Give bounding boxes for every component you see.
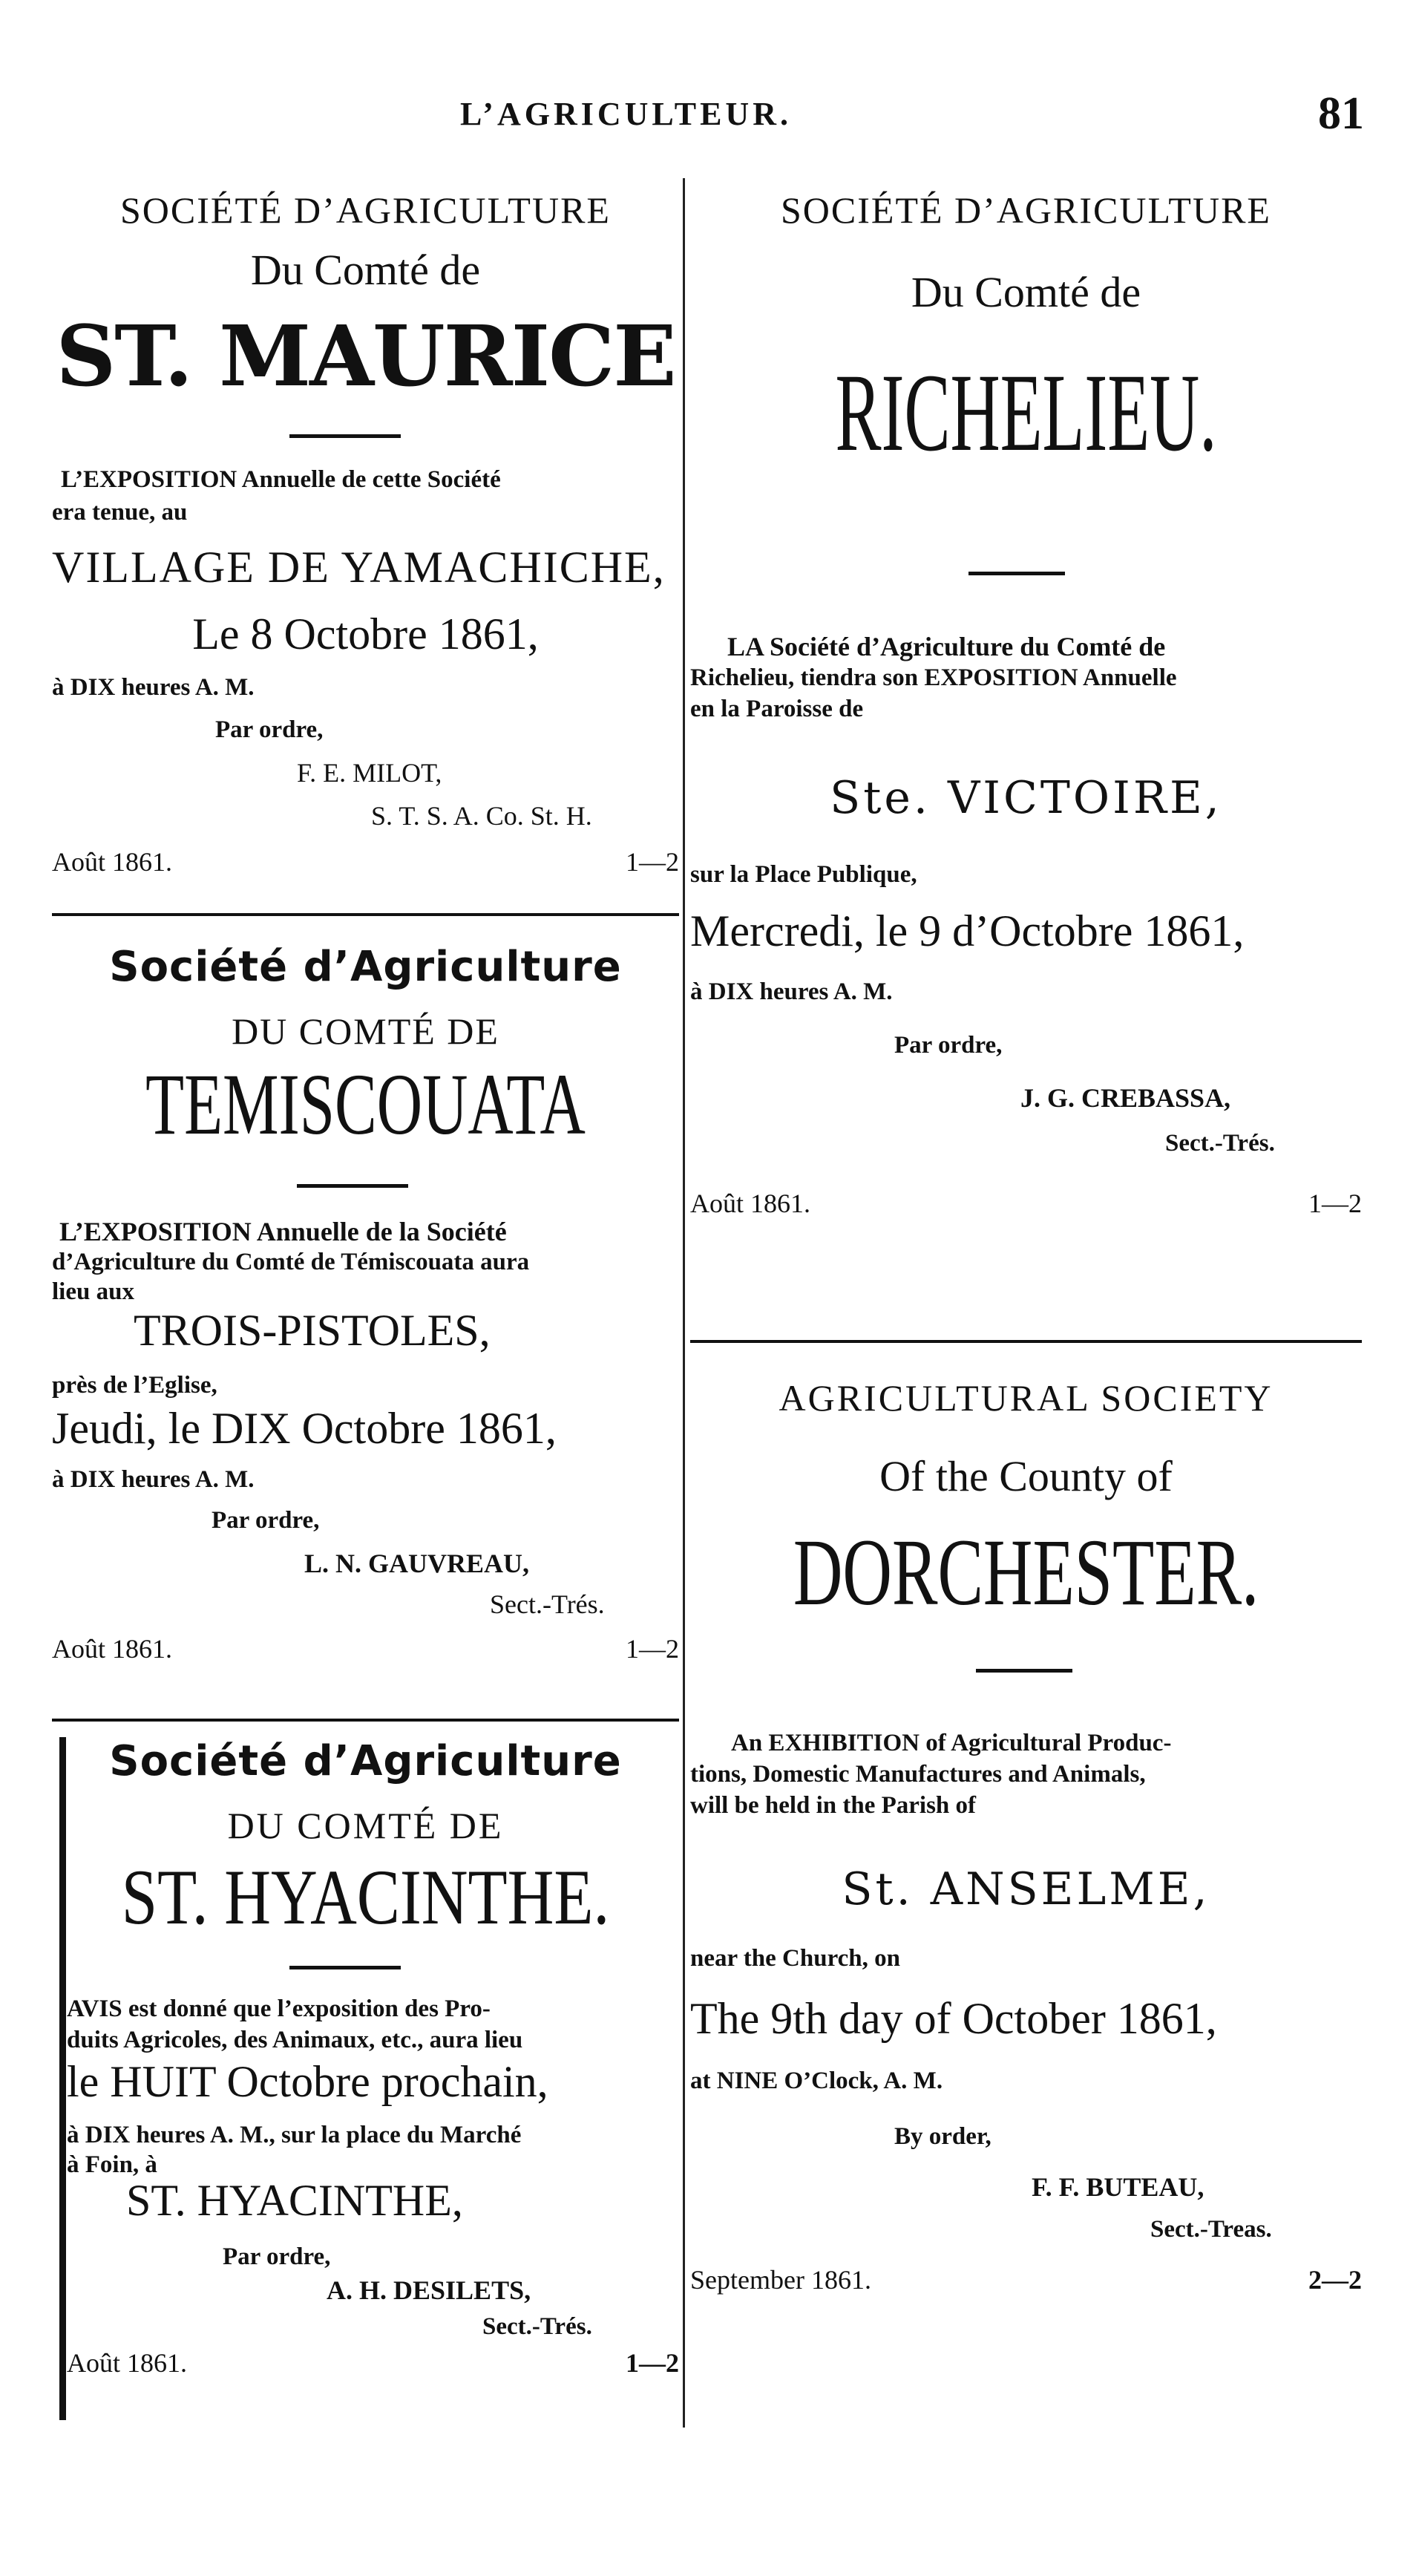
- running-title: L’AGRICULTEUR.: [460, 96, 792, 132]
- ad-subheading: DU COMTÉ DE: [227, 1805, 504, 1846]
- notice-text: L’EXPOSITION Annuelle de la Société: [59, 1217, 507, 1246]
- by-order: Par ordre,: [223, 2243, 331, 2270]
- advertisement-dorchester: [690, 1359, 1362, 2428]
- by-order: Par ordre,: [212, 1507, 320, 1534]
- exhibition-date: Mercredi, le 9 d’Octobre 1861,: [690, 906, 1245, 955]
- notice-text: AVIS est donné que l’exposition des Pro-: [67, 1995, 491, 2022]
- issue-date: Août 1861.: [67, 2348, 187, 2378]
- exhibition-time: à Foin, à: [67, 2151, 157, 2178]
- ad-subheading: DU COMTÉ DE: [232, 1010, 499, 1052]
- signatory-title: Sect.-Trés.: [482, 2313, 592, 2340]
- ad-subheading: Of the County of: [879, 1452, 1173, 1500]
- place-detail: sur la Place Publique,: [690, 861, 917, 888]
- advertisement-st-maurice: [52, 178, 679, 906]
- county-name-wrapper: [52, 1054, 679, 1155]
- signatory: F. F. BUTEAU,: [1032, 2172, 1204, 2202]
- county-name-wrapper: [690, 1518, 1362, 1627]
- signatory: L. N. GAUVREAU,: [304, 1549, 530, 1578]
- section-rule: [52, 913, 679, 916]
- exhibition-date: Le 8 Octobre 1861,: [192, 609, 539, 658]
- exhibition-place: TROIS-PISTOLES,: [134, 1306, 491, 1355]
- advertisement-st-hyacinthe: [52, 1730, 679, 2576]
- ornamental-rule: [968, 572, 1065, 575]
- advertisement-temiscouata: [52, 928, 679, 1715]
- ornamental-rule: [976, 1669, 1072, 1673]
- notice-text: d’Agriculture du Comté de Témiscouata aura: [52, 1249, 530, 1275]
- advertisement-richelieu: [690, 178, 1362, 1321]
- ad-heading: SOCIÉTÉ D’AGRICULTURE: [120, 189, 611, 231]
- signatory-title: Sect.-Trés.: [1165, 1130, 1275, 1157]
- insertion-number: 1—2: [626, 847, 679, 877]
- notice-text: tions, Domestic Manufactures and Animals,: [690, 1761, 1146, 1788]
- ad-subheading: Du Comté de: [911, 268, 1141, 316]
- exhibition-time: à DIX heures A. M.: [52, 1466, 255, 1493]
- notice-text: duits Agricoles, des Animaux, etc., aura lieu: [67, 2027, 523, 2053]
- signatory-title: Sect.-Treas.: [1150, 2216, 1272, 2243]
- by-order: Par ordre,: [215, 716, 324, 743]
- ad-heading: Société d’Agriculture: [109, 1737, 622, 1785]
- exhibition-time: à DIX heures A. M.: [52, 674, 255, 701]
- notice-text: LA Société d’Agriculture du Comté de: [727, 632, 1166, 661]
- notice-text: Richelieu, tiendra son EXPOSITION Annuelle: [690, 664, 1177, 691]
- county-name: TEMISCOUATA: [145, 1056, 586, 1153]
- notice-text: era tenue, au: [52, 499, 188, 526]
- ad-heading: AGRICULTURAL SOCIETY: [779, 1377, 1274, 1419]
- exhibition-place: Ste. VICTOIRE,: [830, 772, 1222, 824]
- issue-date: Août 1861.: [52, 847, 172, 877]
- exhibition-date: Jeudi, le DIX Octobre 1861,: [52, 1404, 557, 1453]
- notice-text: lieu aux: [52, 1278, 134, 1305]
- notice-text: L’EXPOSITION Annuelle de cette Société: [61, 466, 501, 493]
- signatory: F. E. MILOT,: [297, 758, 442, 788]
- county-name: ST. HYACINTHE.: [121, 1854, 610, 1941]
- exhibition-time: à DIX heures A. M.: [690, 978, 893, 1005]
- insertion-number: 1—2: [1308, 1189, 1362, 1218]
- insertion-number: 1—2: [626, 1634, 679, 1664]
- notice-text: en la Paroisse de: [690, 696, 864, 722]
- exhibition-time: à DIX heures A. M., sur la place du Marché: [67, 2122, 522, 2148]
- by-order: Par ordre,: [894, 1032, 1003, 1059]
- exhibition-place: ST. HYACINTHE,: [126, 2176, 463, 2225]
- ornamental-rule: [289, 1966, 401, 1969]
- ad-heading: Société d’Agriculture: [109, 943, 622, 991]
- section-rule: [52, 1719, 679, 1722]
- by-order: By order,: [894, 2123, 991, 2150]
- place-detail: near the Church, on: [690, 1945, 900, 1972]
- exhibition-date: The 9th day of October 1861,: [690, 1994, 1217, 2043]
- ornamental-rule: [289, 434, 401, 438]
- county-name: RICHELIEU.: [835, 351, 1217, 474]
- county-name-wrapper: [52, 1852, 679, 1943]
- ad-subheading: Du Comté de: [250, 246, 481, 294]
- signatory: J. G. CREBASSA,: [1020, 1083, 1231, 1113]
- issue-date: Août 1861.: [690, 1189, 810, 1218]
- exhibition-place: St. ANSELME,: [842, 1863, 1210, 1915]
- place-detail: près de l’Eglise,: [52, 1372, 217, 1399]
- column-divider: [683, 178, 685, 2428]
- signatory: A. H. DESILETS,: [327, 2275, 531, 2305]
- ornamental-rule: [297, 1184, 408, 1188]
- insertion-number: 1—2: [626, 2348, 679, 2378]
- insertion-number: 2—2: [1308, 2265, 1362, 2295]
- ad-heading: SOCIÉTÉ D’AGRICULTURE: [781, 189, 1271, 231]
- county-name: ST. MAURICE: [56, 308, 675, 405]
- page-number: 81: [1318, 88, 1364, 139]
- signatory-title: Sect.-Trés.: [490, 1589, 605, 1619]
- notice-text: will be held in the Parish of: [690, 1792, 977, 1819]
- exhibition-place: VILLAGE DE YAMACHICHE,: [52, 543, 666, 592]
- issue-date: September 1861.: [690, 2265, 871, 2295]
- section-rule: [690, 1340, 1362, 1343]
- county-name: DORCHESTER.: [793, 1520, 1259, 1625]
- notice-text: An EXHIBITION of Agricultural Produc-: [731, 1730, 1172, 1756]
- exhibition-date: le HUIT Octobre prochain,: [67, 2057, 548, 2106]
- issue-date: Août 1861.: [52, 1634, 172, 1664]
- exhibition-time: at NINE O’Clock, A. M.: [690, 2067, 943, 2094]
- county-name-wrapper: [690, 349, 1362, 477]
- signatory-title: S. T. S. A. Co. St. H.: [371, 801, 592, 831]
